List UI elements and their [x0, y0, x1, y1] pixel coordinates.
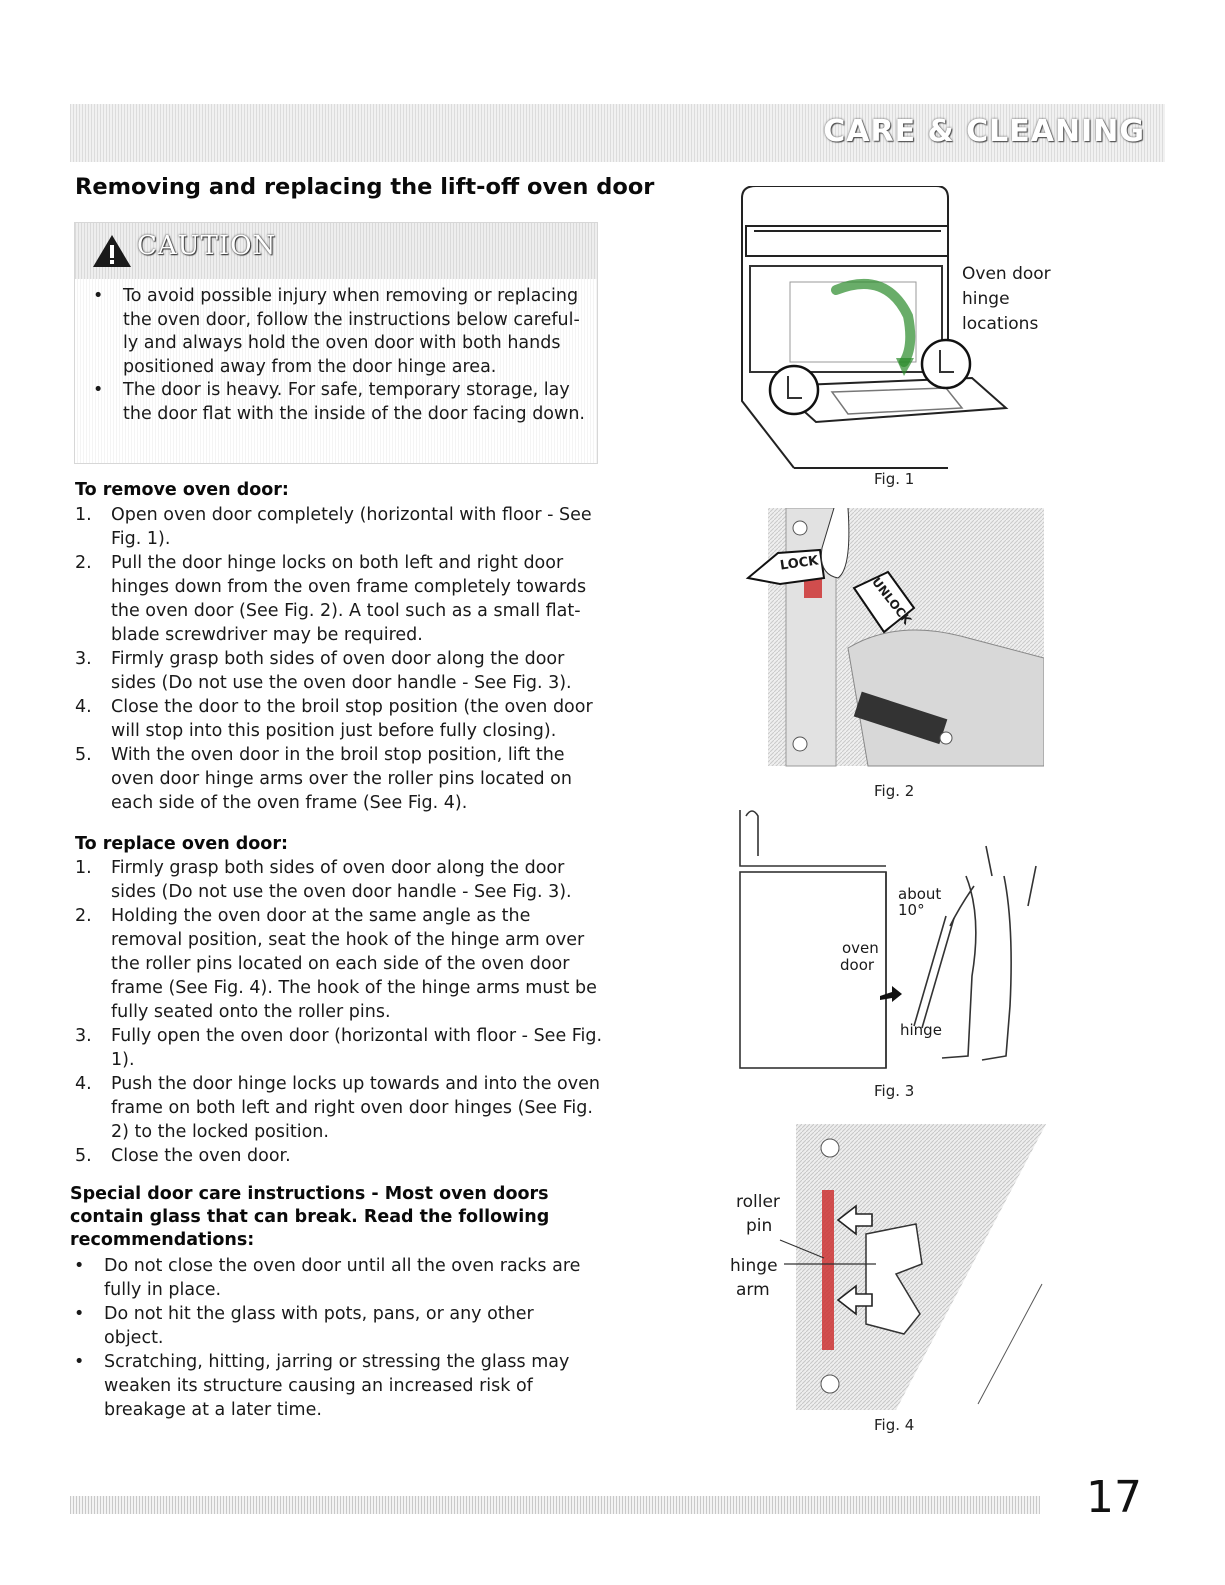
step-number: 1. — [75, 505, 92, 525]
step-item — [75, 647, 605, 695]
fig1-label-line: hinge — [962, 289, 1010, 309]
special-item: • Do not close the oven door until all the oven racks are fully in place. — [70, 1254, 590, 1302]
header-band — [70, 104, 1165, 162]
figure-2 — [738, 508, 1044, 772]
header-title: CARE & CLEANING — [823, 114, 1145, 149]
step-number: 4. — [75, 697, 92, 717]
replace-steps — [75, 856, 605, 1168]
fig1-label — [962, 262, 1051, 337]
caution-item: • To avoid possible injury when removing or replacing the oven door, follow the instructions below careful-ly and always hold the oven door with both hands positioned away from the door hinge area. — [89, 285, 589, 379]
warning-triangle-icon — [91, 233, 133, 269]
step-text: Push the door hinge locks up towards and into the oven frame on both left and right oven door hinges (See Fig. 2) to the locked position. — [111, 1074, 600, 1142]
step-text: Fully open the oven door (horizontal with floor - See Fig. 1). — [111, 1026, 603, 1070]
step-text: Pull the door hinge locks on both left and right door hinges down from the oven frame completely towards the oven door (See Fig. 2). A tool such as a small flat-blade screwdriver may be required. — [111, 553, 587, 645]
step-number: 5. — [75, 745, 92, 765]
step-number: 4. — [75, 1074, 92, 1094]
fig4-caption: Fig. 4 — [874, 1416, 915, 1434]
figure-3 — [736, 806, 1042, 1074]
special-item: • Scratching, hitting, jarring or stressing the glass may weaken its structure causing an increased risk of breakage at a later time. — [70, 1350, 590, 1422]
fig3-hinge: hinge — [900, 1021, 942, 1039]
step-item — [75, 695, 605, 743]
fig4-roller: roller — [736, 1192, 780, 1212]
page-number: 17 — [1086, 1472, 1142, 1523]
step-item — [75, 1144, 605, 1168]
step-number: 1. — [75, 858, 92, 878]
special-heading: Special door care instructions - Most oven doors contain glass that can break. Read the following recommendations: — [70, 1184, 550, 1250]
fig1-caption: Fig. 1 — [874, 470, 915, 488]
section-title: Removing and replacing the lift-off oven door — [75, 174, 655, 200]
step-item — [75, 743, 605, 815]
fig3-oven: oven — [842, 939, 879, 957]
step-number: 5. — [75, 1146, 92, 1166]
fig2-caption: Fig. 2 — [874, 782, 915, 800]
step-text: Close the oven door. — [111, 1146, 291, 1166]
special-item: • Do not hit the glass with pots, pans, or any other object. — [70, 1302, 590, 1350]
fig1-label-line: locations — [962, 314, 1039, 334]
caution-list — [89, 285, 589, 426]
remove-steps — [75, 503, 605, 815]
step-number: 2. — [75, 906, 92, 926]
step-number: 2. — [75, 553, 92, 573]
fig4-hinge: hinge — [730, 1256, 778, 1276]
fig3-caption: Fig. 3 — [874, 1082, 915, 1100]
step-text: Close the door to the broil stop position (the oven door will stop into this position just before fully closing). — [111, 697, 593, 741]
step-text: Firmly grasp both sides of oven door along the door sides (Do not use the oven door handle - See Fig. 3). — [111, 649, 572, 693]
step-item — [75, 904, 605, 1024]
remove-heading: To remove oven door: — [75, 480, 289, 500]
step-text: Holding the oven door at the same angle as the removal position, seat the hook of the hinge arm over the roller pins located on each side of the oven door frame (See Fig. 4). The hook of the hinge arms must be fully seated onto the roller pins. — [111, 906, 597, 1022]
fig3-door: door — [840, 956, 875, 974]
broil-stop-illustration — [736, 806, 1042, 1074]
unlock-label: UNLOCK — [869, 574, 915, 628]
footer-band — [70, 1496, 1040, 1514]
step-item — [75, 551, 605, 647]
step-item — [75, 856, 605, 904]
fig3-angle: 10° — [898, 901, 925, 919]
step-text: Firmly grasp both sides of oven door along the door sides (Do not use the oven door handle - See Fig. 3). — [111, 858, 572, 902]
step-item — [75, 503, 605, 551]
figure-4 — [726, 1124, 1046, 1410]
step-item — [75, 1072, 605, 1144]
fig3-about: about — [898, 885, 942, 903]
step-text: Open oven door completely (horizontal with floor - See Fig. 1). — [111, 505, 592, 549]
caution-title: CAUTION — [137, 231, 277, 261]
fig4-pin: pin — [746, 1216, 773, 1236]
fig1-label-line: Oven door — [962, 264, 1051, 284]
special-list — [70, 1254, 590, 1422]
lock-label: LOCK — [779, 553, 820, 574]
replace-heading: To replace oven door: — [75, 834, 288, 854]
step-text: With the oven door in the broil stop position, lift the oven door hinge arms over the roller pins located on each side of the oven frame (See Fig. 4). — [111, 745, 572, 813]
step-number: 3. — [75, 649, 92, 669]
hinge-lock-illustration — [738, 508, 1044, 772]
fig4-arm: arm — [736, 1280, 770, 1300]
caution-box — [74, 222, 598, 464]
step-item — [75, 1024, 605, 1072]
caution-item: • The door is heavy. For safe, temporary storage, lay the door flat with the inside of the door facing down. — [89, 379, 589, 426]
step-number: 3. — [75, 1026, 92, 1046]
